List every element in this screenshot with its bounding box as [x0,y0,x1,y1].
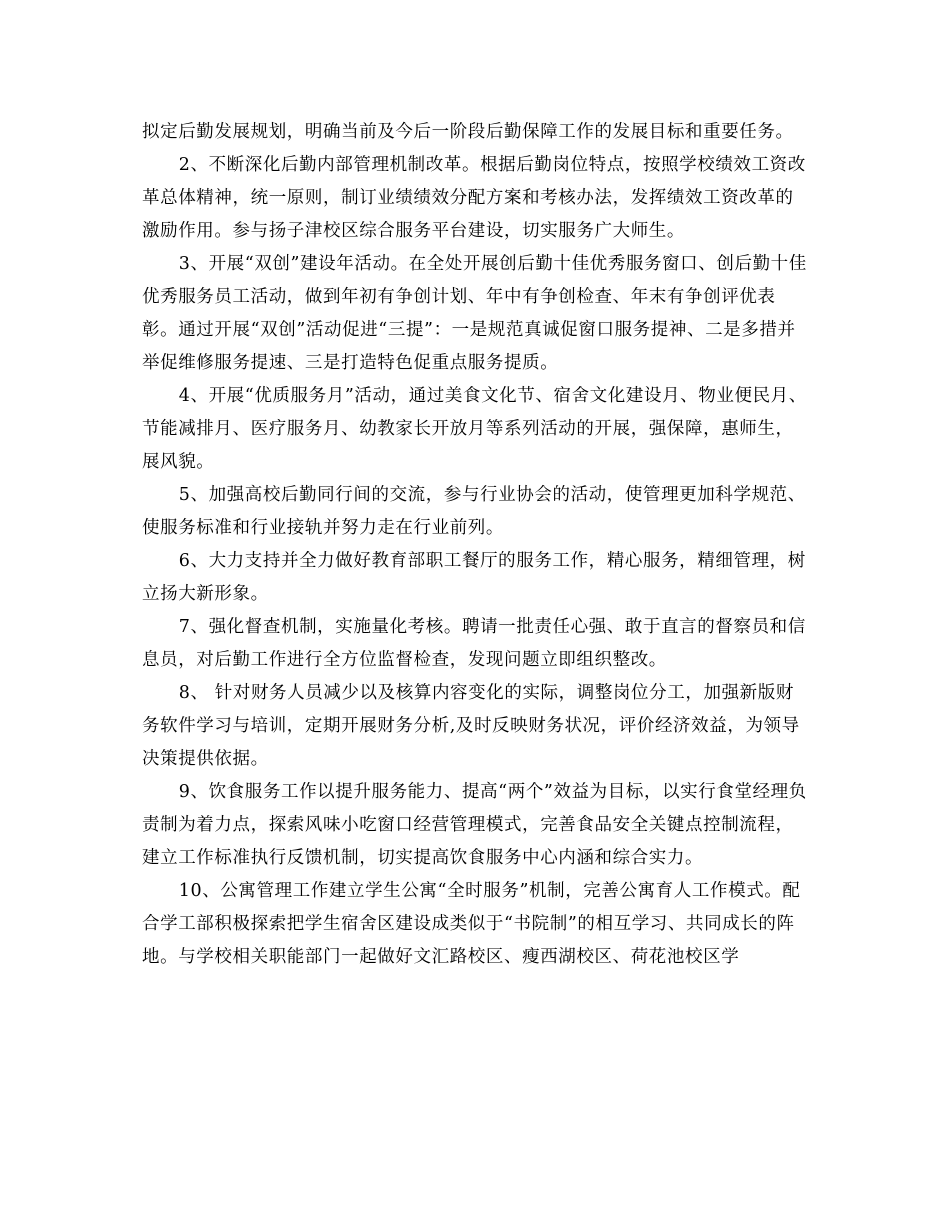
paragraph-item-3: 3、开展“双创”建设年活动。在全处开展创后勤十佳优秀服务窗口、创后勤十佳优秀服务员工活动，做到年初有争创计划、年中有争创检查、年末有争创评优表彰。通过开展“双创”活动促进“三提”：一是规范真诚促窗口服务提神、二是多措并举促维修服务提速、三是打造特色促重点服务提质。 [142,254,807,373]
paragraph-item-5: 5、加强高校后勤同行间的交流，参与行业协会的活动，使管理更加科学规范、使服务标准和行业接轨并努力走在行业前列。 [142,485,806,538]
paragraph-continuation: 拟定后勤发展规划，明确当前及今后一阶段后勤保障工作的发展目标和重要任务。 [142,122,794,142]
paragraph-item-4: 4、开展“优质服务月”活动，通过美食文化节、宿舍文化建设月、物业便民月、节能减排月、医疗服务月、幼教家长开放月等系列活动的开展，强保障，惠师生，展风貌。 [142,386,807,472]
paragraph-item-7: 7、强化督查机制，实施量化考核。聘请一批责任心强、敢于直言的督察员和信息员，对后勤工作进行全方位监督检查，发现问题立即组织整改。 [142,617,806,670]
paragraph-item-6: 6、大力支持并全力做好教育部职工餐厅的服务工作，精心服务，精细管理，树立扬大新形象。 [142,551,806,604]
paragraph-item-9: 9、饮食服务工作以提升服务能力、提高“两个”效益为目标，以实行食堂经理负责制为着力点，探索风味小吃窗口经营管理模式，完善食品安全关键点控制流程，建立工作标准执行反馈机制，切实提高饮食服务中心内涵和综合实力。 [142,782,807,868]
document-body [142,116,810,974]
paragraph-item-10: 10、公寓管理工作建立学生公寓“全时服务”机制，完善公寓育人工作模式。配合学工部积极探索把学生宿舍区建设成类似于“书院制”的相互学习、共同成长的阵地。与学校相关职能部门一起做好文汇路校区、瘦西湖校区、荷花池校区学 [142,881,801,967]
paragraph-item-8: 8、 针对财务人员减少以及核算内容变化的实际，调整岗位分工，加强新版财务软件学习与培训，定期开展财务分析,及时反映财务状况，评价经济效益，为领导决策提供依据。 [142,683,800,769]
paragraph-item-2: 2、不断深化后勤内部管理机制改革。根据后勤岗位特点，按照学校绩效工资改革总体精神，统一原则，制订业绩绩效分配方案和考核办法，发挥绩效工资改革的激励作用。参与扬子津校区综合服务平台建设，切实服务广大师生。 [142,155,806,241]
